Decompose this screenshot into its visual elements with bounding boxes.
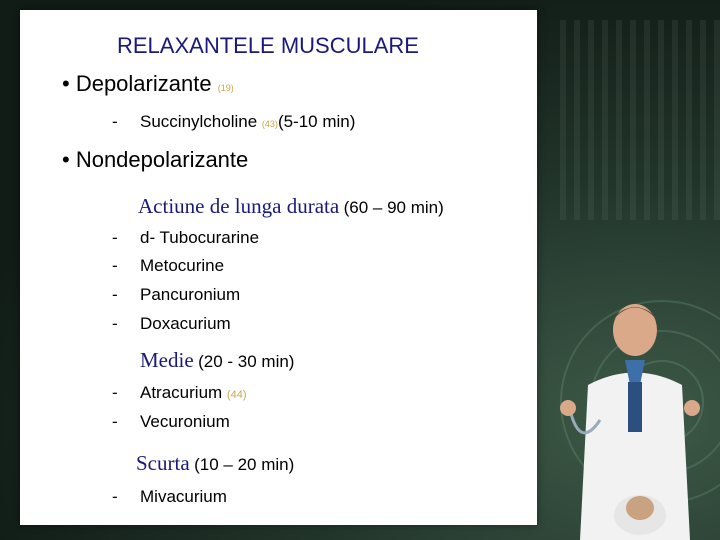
bullet-dash: - xyxy=(112,256,118,275)
section-heading-nondepolarizante: • Nondepolarizante xyxy=(62,147,249,172)
drug-vecuronium: Vecuronium xyxy=(140,412,230,431)
drug-tubocurarine: d- Tubocurarine xyxy=(140,228,260,247)
subheading-long-duration xyxy=(138,194,444,219)
reference-note: (44) xyxy=(226,389,247,401)
reference-note: (19) xyxy=(217,83,234,93)
duration-text: (60 – 90 min) xyxy=(343,198,444,217)
duration-text: (5-10 min) xyxy=(277,112,356,131)
bullet-dash: - xyxy=(112,314,118,333)
drug-succinylcholine xyxy=(140,112,355,132)
subheading-label: Medie xyxy=(140,348,194,372)
drug-atracurium xyxy=(140,383,246,403)
subheading-medium-duration xyxy=(140,348,294,373)
drug-mivacurium: Mivacurium xyxy=(140,487,227,506)
drug-name: Atracurium xyxy=(140,383,223,402)
section-heading-depolarizante xyxy=(62,71,234,97)
doctor-illustration xyxy=(540,290,720,540)
subheading-label: Scurta xyxy=(136,451,190,475)
subheading-label: Actiune de lunga durata xyxy=(138,194,340,218)
duration-text: (20 - 30 min) xyxy=(198,352,295,371)
drug-doxacurium: Doxacurium xyxy=(140,314,231,333)
heading-text: • Depolarizante xyxy=(62,71,212,96)
bullet-dash: - xyxy=(112,412,118,431)
bullet-dash: - xyxy=(112,112,118,131)
drug-name: Succinylcholine xyxy=(140,112,258,131)
subheading-short-duration xyxy=(136,451,294,476)
page-title: RELAXANTELE MUSCULARE xyxy=(117,33,419,58)
bullet-dash: - xyxy=(112,383,118,402)
duration-text: (10 – 20 min) xyxy=(194,455,295,474)
drug-pancuronium: Pancuronium xyxy=(140,285,241,304)
bullet-dash: - xyxy=(112,228,118,247)
bullet-dash: - xyxy=(112,285,118,304)
reference-note: (43) xyxy=(261,119,278,129)
drug-metocurine: Metocurine xyxy=(140,256,225,275)
bullet-dash: - xyxy=(112,487,118,506)
background-stripes xyxy=(560,20,720,220)
